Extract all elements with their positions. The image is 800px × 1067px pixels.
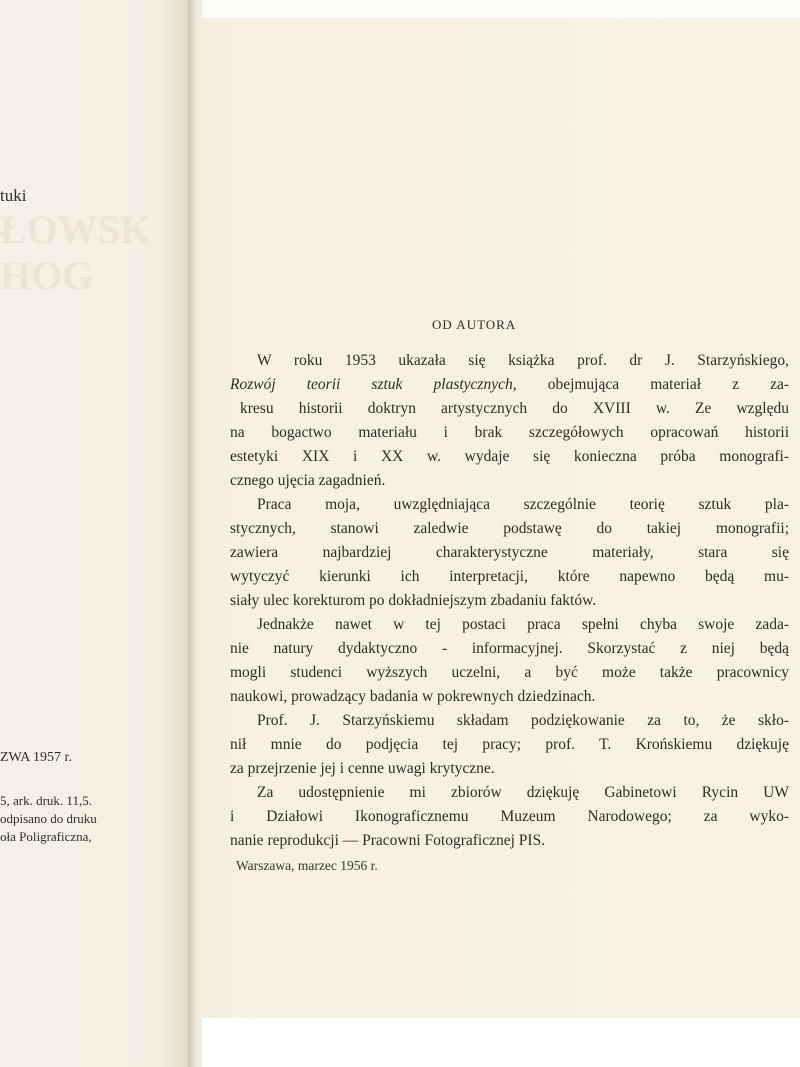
text-line [230, 808, 789, 826]
text-line [230, 592, 596, 610]
text-line [230, 568, 789, 586]
text-line [257, 496, 789, 514]
text-line [230, 760, 495, 778]
text-line [230, 544, 789, 562]
text-run: nił mnie do podjęcia tej pracy; prof. T. Krońskiemu dziękuję [230, 736, 789, 753]
text-line [230, 640, 789, 658]
text-line [230, 424, 789, 442]
text-line [230, 832, 545, 850]
text-run: stycznych, stanowi zaledwie podstawę do takiej monografii; [230, 520, 789, 537]
text-line [230, 664, 789, 682]
text-run: Praca moja, uwzględniająca szczególnie teorię sztuk pla- [257, 496, 789, 513]
text-run: i Działowi Ikonograficznemu Muzeum Narodowego; za wyko- [230, 808, 789, 825]
text-run: naukowi, prowadzący badania w pokrewnych dziedzinach. [230, 688, 596, 705]
text-line [240, 400, 789, 418]
left-page-imprint: oła Poligraficzna, [0, 829, 92, 844]
text-run: nanie reprodukcji — Pracowni Fotograficznej PIS. [230, 832, 546, 849]
text-run: Prof. J. Starzyńskiemu składam podziękowanie za to, że skło- [257, 712, 789, 729]
text-run: nie natury dydaktyczno - informacyjnej. Skorzystać z niej będą [230, 640, 789, 657]
left-page-imprint: odpisano do druku [0, 811, 97, 826]
bleed-through-text: ŁOWSK [0, 207, 152, 252]
text-line [230, 448, 789, 466]
text-line [257, 784, 789, 802]
left-page [0, 0, 192, 1067]
italic-title: Rozwój teorii sztuk plastycznych, [230, 376, 517, 393]
text-run: kresu historii doktryn artystycznych do XVIII w. Ze względu [240, 400, 789, 417]
left-page-year: ZWA 1957 r. [0, 750, 72, 765]
text-run: Jednakże nawet w tej postaci praca spełni chyba swoje zada- [257, 616, 789, 633]
text-line [257, 352, 789, 370]
text-line [230, 520, 789, 538]
text-line [257, 616, 789, 634]
text-run: W roku 1953 ukazała się książka prof. dr J. Starzyńskiego, [257, 352, 789, 369]
text-line [230, 376, 789, 394]
text-run: za przejrzenie jej i cenne uwagi krytyczne. [230, 760, 495, 777]
text-run: estetyki XIX i XX w. wydaje się konieczna próba monografi- [230, 448, 789, 465]
text-line [230, 472, 385, 490]
place-date-signature: Warszawa, marzec 1956 r. [236, 858, 378, 873]
left-page-imprint: 5, ark. druk. 11,5. [0, 793, 92, 808]
text-run: wytyczyć kierunki ich interpretacji, które napewno będą mu- [230, 568, 789, 585]
text-run: zawiera najbardziej charakterystyczne materiały, stara się [230, 544, 789, 561]
text-run: Za udostępnienie mi zbiorów dziękuję Gabinetowi Rycin UW [257, 784, 789, 801]
bleed-through-text: HOG [0, 253, 94, 298]
text-run: mogli studenci wyższych uczelni, a być może także pracownicy [230, 664, 789, 681]
left-page-word: tuki [0, 186, 27, 205]
section-heading: OD AUTORA [432, 317, 517, 332]
text-run: siały ulec korekturom po dokładniejszym zbadaniu faktów. [230, 592, 597, 609]
text-run: cznego ujęcia zagadnień. [230, 472, 386, 489]
text-line [230, 688, 595, 706]
text-line [230, 736, 789, 754]
text-run: na bogactwo materiału i brak szczegółowych opracowań historii [230, 424, 789, 441]
text-line [257, 712, 789, 730]
text-run: obejmująca materiał z za- [516, 376, 790, 393]
